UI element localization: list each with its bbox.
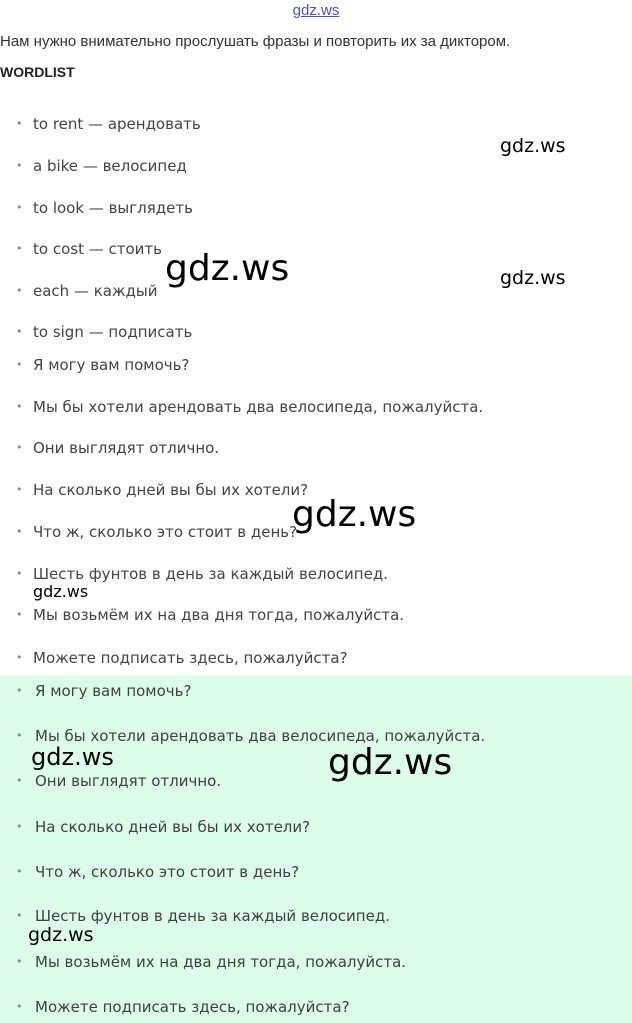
bullet-icon: •: [16, 483, 23, 496]
list-item: [16, 681, 192, 701]
list-item: [16, 198, 193, 218]
bullet-icon: •: [16, 159, 23, 172]
bullet-icon: •: [16, 567, 23, 580]
watermark: gdz.ws: [328, 742, 453, 783]
watermark: gdz.ws: [31, 743, 114, 771]
bullet-icon: •: [16, 242, 23, 255]
list-item-text: Шесть фунтов в день за каждый велосипед.: [33, 565, 388, 583]
list-item: [16, 480, 309, 500]
bullet-icon: •: [16, 525, 23, 538]
bullet-icon: •: [16, 441, 23, 454]
list-item: [16, 355, 190, 375]
list-item: [16, 114, 201, 134]
bullet-icon: •: [16, 117, 23, 130]
list-item: [16, 605, 405, 625]
list-item: [16, 564, 388, 584]
highlighted-block: [0, 675, 632, 1023]
list-item-text: Мы возьмём их на два дня тогда, пожалуйста.: [33, 606, 405, 624]
watermark: gdz.ws: [165, 248, 290, 289]
watermark: gdz.ws: [292, 494, 417, 535]
watermark: gdz.ws: [28, 924, 94, 946]
bullet-icon: •: [16, 201, 23, 214]
list-item-text: to rent — арендовать: [33, 115, 201, 133]
bullet-icon: •: [16, 651, 23, 664]
list-item: [16, 997, 350, 1017]
bullet-icon: •: [16, 1000, 23, 1013]
list-item-text: На сколько дней вы бы их хотели?: [35, 818, 311, 836]
bullet-icon: •: [16, 684, 23, 697]
list-item: [16, 817, 311, 837]
list-item-text: a bike — велосипед: [33, 157, 187, 175]
list-item-text: Шесть фунтов в день за каждый велосипед.: [35, 907, 390, 925]
bullet-icon: •: [16, 909, 23, 922]
list-item-text: to look — выглядеть: [33, 199, 193, 217]
wordlist-heading: WORDLIST: [0, 64, 75, 80]
list-item: [16, 862, 300, 882]
bullet-icon: •: [16, 284, 23, 297]
list-item-text: Я могу вам помочь?: [35, 682, 192, 700]
bullet-icon: •: [16, 955, 23, 968]
bullet-icon: •: [16, 400, 23, 413]
bullet-icon: •: [16, 820, 23, 833]
watermark: gdz.ws: [33, 582, 89, 601]
list-item: [16, 322, 193, 342]
bullet-icon: •: [16, 358, 23, 371]
watermark: gdz.ws: [500, 135, 566, 157]
list-item: [16, 906, 390, 926]
list-item: [16, 239, 162, 259]
list-item: [16, 522, 298, 542]
list-item-text: to cost — стоить: [33, 240, 162, 258]
bullet-icon: •: [16, 608, 23, 621]
list-item: [16, 648, 348, 668]
bullet-icon: •: [16, 774, 23, 787]
list-item-text: each — каждый: [33, 282, 158, 300]
list-item-text: Они выглядят отлично.: [35, 772, 222, 790]
list-item: [16, 438, 220, 458]
list-item-text: Мы бы хотели арендовать два велосипеда, пожалуйста.: [35, 727, 486, 745]
list-item: [16, 281, 158, 301]
bullet-icon: •: [16, 325, 23, 338]
list-item-text: Мы бы хотели арендовать два велосипеда, пожалуйста.: [33, 398, 484, 416]
list-item-text: Можете подписать здесь, пожалуйста?: [35, 998, 350, 1016]
list-item: [16, 156, 187, 176]
list-item-text: Что ж, сколько это стоит в день?: [35, 863, 300, 881]
list-item: [16, 771, 222, 791]
watermark: gdz.ws: [500, 267, 566, 289]
list-item-text: Что ж, сколько это стоит в день?: [33, 523, 298, 541]
list-item-text: Они выглядят отлично.: [33, 439, 220, 457]
list-item-text: На сколько дней вы бы их хотели?: [33, 481, 309, 499]
intro-text: Нам нужно внимательно прослушать фразы и повторить их за диктором.: [0, 33, 511, 50]
bullet-icon: •: [16, 729, 23, 742]
list-item-text: to sign — подписать: [33, 323, 193, 341]
list-item-text: Мы возьмём их на два дня тогда, пожалуйста.: [35, 953, 407, 971]
list-item-text: Можете подписать здесь, пожалуйста?: [33, 649, 348, 667]
bullet-icon: •: [16, 865, 23, 878]
list-item: [16, 952, 407, 972]
list-item-text: Я могу вам помочь?: [33, 356, 190, 374]
list-item: [16, 397, 484, 417]
site-link[interactable]: gdz.ws: [292, 2, 340, 19]
